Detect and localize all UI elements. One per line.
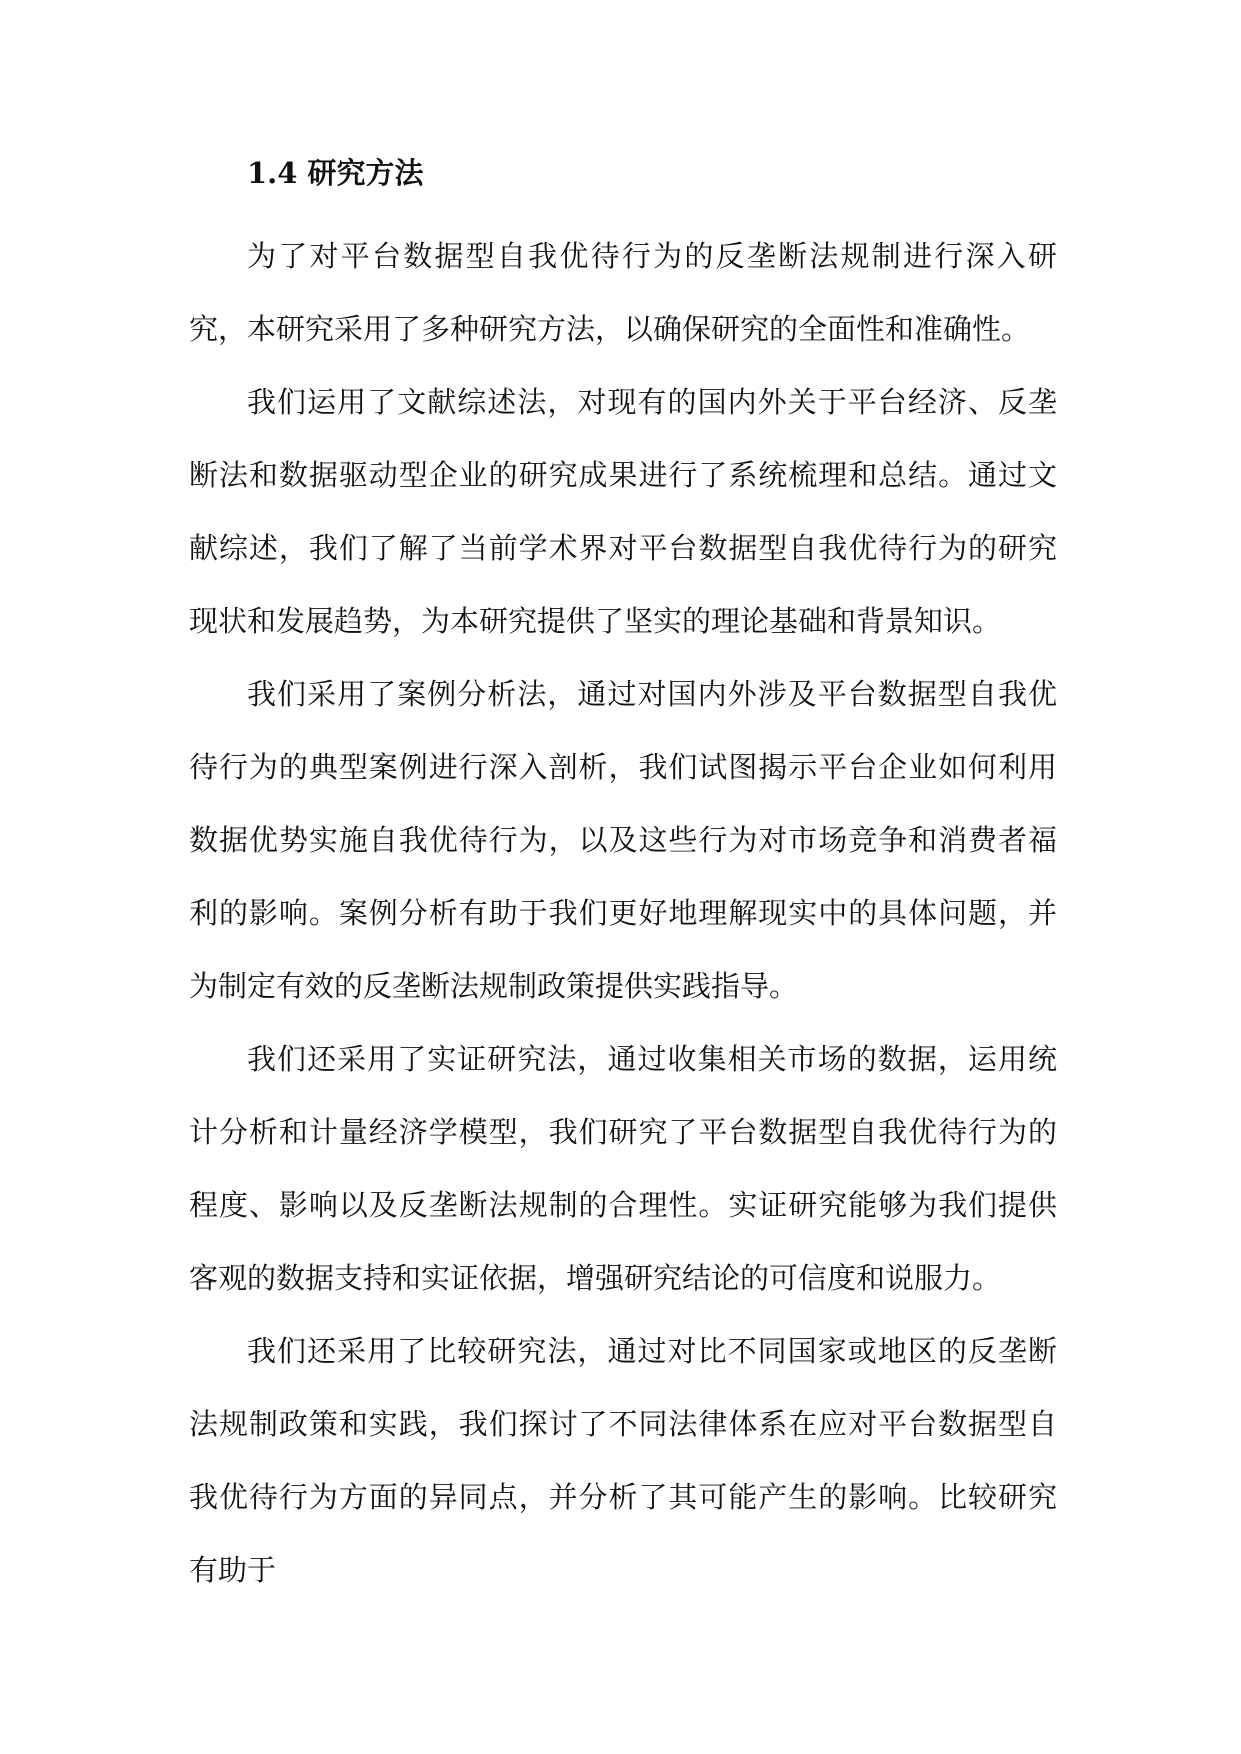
paragraph: 我们采用了案例分析法，通过对国内外涉及平台数据型自我优待行为的典型案例进行深入剖析，我们试图揭示平台企业如何利用数据优势实施自我优待行为，以及这些行为对市场竞争和消费者福利的影响。案例分析有助于我们更好地理解现实中的具体问题，并为制定有效的反垄断法规制政策提供实践指导。 <box>189 677 1057 1003</box>
paragraph: 我们运用了文献综述法，对现有的国内外关于平台经济、反垄断法和数据驱动型企业的研究成果进行了系统梳理和总结。通过文献综述，我们了解了当前学术界对平台数据型自我优待行为的研究现状和发展趋势，为本研究提供了坚实的理论基础和背景知识。 <box>189 385 1057 638</box>
paragraph: 为了对平台数据型自我优待行为的反垄断法规制进行深入研究，本研究采用了多种研究方法，以确保研究的全面性和准确性。 <box>189 239 1057 346</box>
paragraph: 我们还采用了比较研究法，通过对比不同国家或地区的反垄断法规制政策和实践，我们探讨了不同法律体系在应对平台数据型自我优待行为方面的异同点，并分析了其可能产生的影响。比较研究有助于 <box>189 1334 1057 1587</box>
body-text <box>189 220 1057 1607</box>
paragraph: 我们还采用了实证研究法，通过收集相关市场的数据，运用统计分析和计量经济学模型，我们研究了平台数据型自我优待行为的程度、影响以及反垄断法规制的合理性。实证研究能够为我们提供客观的数据支持和实证依据，增强研究结论的可信度和说服力。 <box>189 1042 1057 1295</box>
section-heading: 1.4 研究方法 <box>247 156 424 190</box>
